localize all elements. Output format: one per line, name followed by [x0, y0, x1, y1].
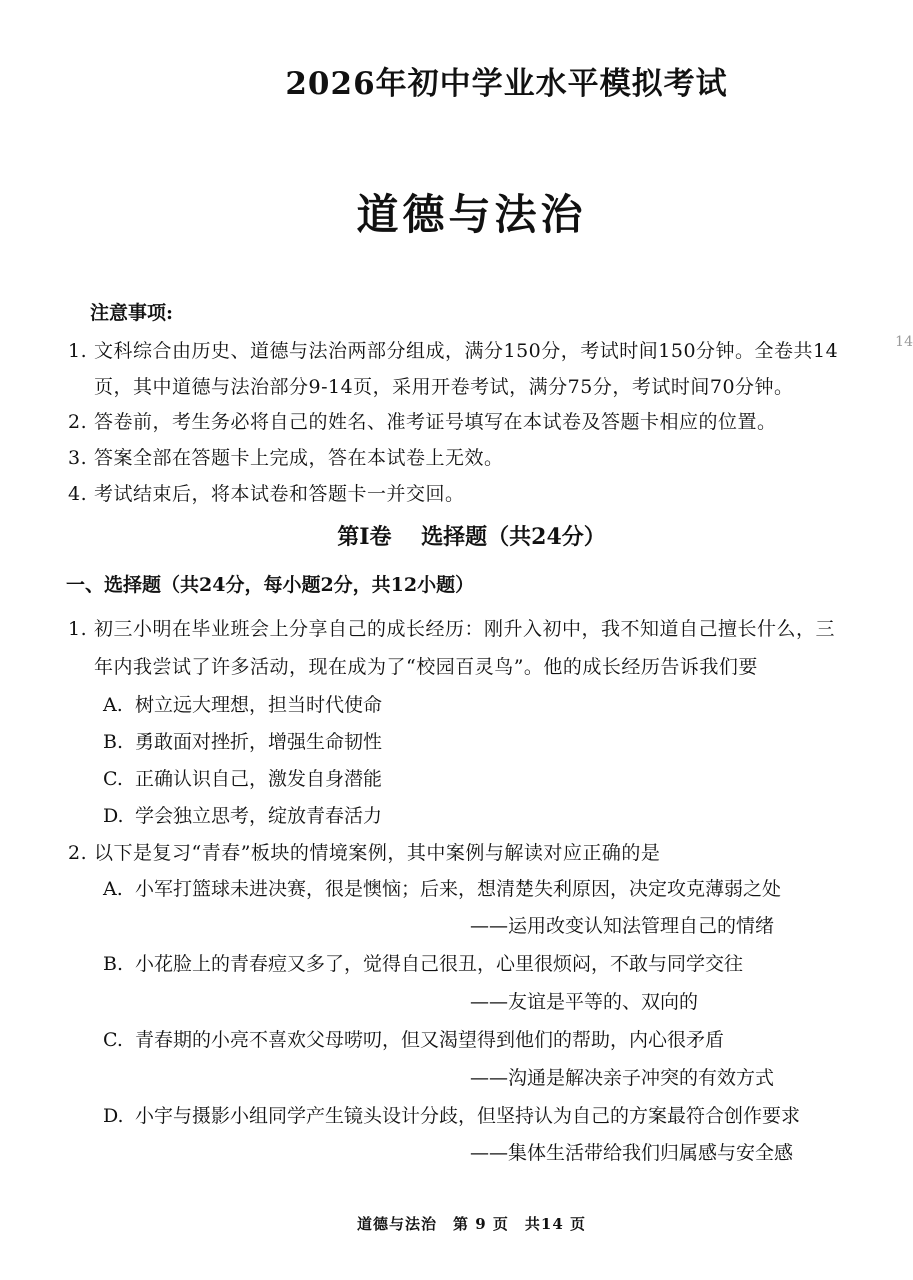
question-1-option-c[interactable] — [103, 764, 382, 791]
option-label: C. — [103, 768, 123, 790]
option-label: B. — [103, 731, 124, 753]
notice-heading: 注意事项: — [90, 302, 174, 324]
exam-title: 2026年初中学业水平模拟考试 — [285, 66, 728, 102]
section-title: 第Ⅰ卷 选择题（共24分） — [337, 524, 606, 550]
notice-item-number: 1. — [68, 340, 88, 362]
notice-item-number: 3. — [68, 447, 88, 469]
question-2-option-d[interactable] — [103, 1101, 800, 1128]
question-2-option-c-interpretation: ——沟通是解决亲子冲突的有效方式 — [470, 1067, 775, 1089]
question-stem-text: 以下是复习“青春”板块的情境案例，其中案例与解读对应正确的是 — [94, 842, 661, 864]
notice-item-number: 2. — [68, 411, 88, 433]
question-2-option-b-interpretation: ——友谊是平等的、双向的 — [470, 991, 699, 1013]
question-1-stem-cont: 年内我尝试了许多活动，现在成为了“校园百灵鸟”。他的成长经历告诉我们要 — [94, 656, 758, 678]
notice-item-number: 4. — [68, 483, 88, 505]
question-2-option-b[interactable] — [103, 949, 743, 976]
notice-item-2 — [68, 407, 777, 434]
option-text: 青春期的小亮不喜欢父母唠叨，但又渴望得到他们的帮助，内心很矛盾 — [135, 1029, 725, 1051]
question-1-stem — [68, 614, 835, 641]
option-text: 学会独立思考，绽放青春活力 — [135, 805, 383, 827]
question-stem-text: 初三小明在毕业班会上分享自己的成长经历：刚升入初中，我不知道自己擅长什么，三 — [94, 618, 836, 640]
question-number: 1. — [68, 618, 88, 640]
option-text: 树立远大理想，担当时代使命 — [135, 694, 383, 716]
option-text: 勇敢面对挫折，增强生命韧性 — [135, 731, 383, 753]
question-2-option-a[interactable] — [103, 874, 781, 901]
notice-item-3 — [68, 443, 504, 470]
option-label: C. — [103, 1029, 123, 1051]
option-label: A. — [103, 878, 123, 900]
question-2-option-d-interpretation: ——集体生活带给我们归属感与安全感 — [470, 1142, 794, 1164]
notice-item-text: 文科综合由历史、道德与法治两部分组成，满分150分，考试时间150分钟。全卷共14 — [94, 340, 839, 362]
option-text: 小花脸上的青春痘又多了，觉得自己很丑，心里很烦闷，不敢与同学交往 — [135, 953, 744, 975]
question-2-option-a-interpretation: ——运用改变认知法管理自己的情绪 — [470, 915, 775, 937]
option-label: B. — [103, 953, 124, 975]
notice-item-4 — [68, 479, 465, 506]
subject-title: 道德与法治 — [356, 190, 587, 239]
page-footer: 道德与法治 第 9 页 共14 页 — [357, 1215, 586, 1233]
notice-item-text: 答案全部在答题卡上完成，答在本试卷上无效。 — [94, 447, 504, 469]
option-label: D. — [103, 805, 124, 827]
notice-item-1-cont: 页，其中道德与法治部分9-14页，采用开卷考试，满分75分，考试时间70分钟。 — [94, 376, 794, 398]
option-text: 小军打篮球未进决赛，很是懊恼；后来，想清楚失利原因，决定攻克薄弱之处 — [135, 878, 782, 900]
question-2-option-c[interactable] — [103, 1025, 724, 1052]
edge-page-mark: 14 — [895, 334, 913, 350]
part-heading: 一、选择题（共24分，每小题2分，共12小题） — [66, 574, 475, 596]
question-2-stem — [68, 838, 660, 865]
option-label: D. — [103, 1105, 124, 1127]
question-1-option-b[interactable] — [103, 727, 382, 754]
question-1-option-a[interactable] — [103, 690, 382, 717]
option-text: 正确认识自己，激发自身潜能 — [135, 768, 383, 790]
question-number: 2. — [68, 842, 88, 864]
question-1-option-d[interactable] — [103, 801, 382, 828]
notice-item-1 — [68, 336, 838, 363]
notice-item-text: 答卷前，考生务必将自己的姓名、准考证号填写在本试卷及答题卡相应的位置。 — [94, 411, 777, 433]
option-label: A. — [103, 694, 123, 716]
notice-item-text: 考试结束后，将本试卷和答题卡一并交回。 — [94, 483, 465, 505]
option-text: 小宇与摄影小组同学产生镜头设计分歧，但坚持认为自己的方案最符合创作要求 — [135, 1105, 801, 1127]
